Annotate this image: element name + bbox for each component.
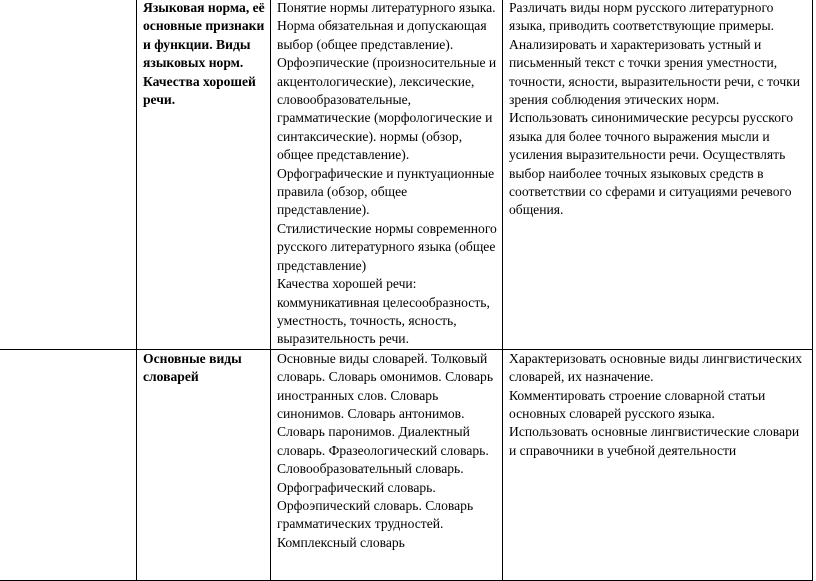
topic-text: Языковая норма, её основные признаки и функции. Виды языковых норм. Качества хорошей речи. bbox=[143, 0, 265, 108]
table-row bbox=[0, 349, 813, 580]
topic-text: Основные виды словарей bbox=[143, 350, 242, 385]
content-paragraph: Стилистические нормы современного русского литературного языка (общее представление) bbox=[277, 220, 497, 273]
topic-cell bbox=[137, 349, 271, 580]
content-cell bbox=[271, 349, 503, 580]
activities-cell bbox=[503, 349, 813, 580]
activities-cell bbox=[503, 0, 813, 349]
content-paragraph: Понятие нормы литературного языка. Норма обязательная и допускающая выбор (общее представление). bbox=[277, 0, 496, 52]
activity-paragraph: Использовать синонимические ресурсы русского языка для более точного выражения мысли и усиления выразительности речи. Осуществлять выбор наиболее точных языковых средств в соответствии со сферами и ситуациями речевого общения. bbox=[509, 110, 794, 218]
blank-cell bbox=[0, 349, 137, 580]
activity-paragraph: Использовать основные лингвистические словари и справочники в учебной деятельности bbox=[509, 424, 800, 458]
content-paragraph: Основные виды словарей. Толковый словарь. Словарь омонимов. Словарь иностранных слов. Словарь синонимов. Словарь антонимов. Словарь паронимов. Диалектный словарь. Фразеологический словарь. Словообразовательный словарь. Орфографический словарь. Орфоэпический словарь. Словарь грамматических трудностей. Комплексный словарь bbox=[277, 350, 494, 550]
activity-paragraph: Комментировать строение словарной статьи основных словарей русского языка. bbox=[509, 387, 766, 421]
blank-cell bbox=[0, 0, 137, 349]
topic-cell bbox=[137, 0, 271, 349]
activity-paragraph: Различать виды норм русского литературного языка, приводить соответствующие примеры. bbox=[509, 0, 775, 34]
activity-paragraph: Характеризовать основные виды лингвистических словарей, их назначение. bbox=[509, 350, 803, 385]
content-paragraph: Качества хорошей речи: коммуникативная целесообразность, уместность, точность, ясность, выразительность речи. bbox=[277, 276, 490, 347]
content-cell bbox=[271, 0, 503, 349]
content-paragraph: Орфоэпические (произносительные и акцентологические), лексические, словообразовательные, грамматические (морфологические и синтаксические). нормы (обзор, общее представление). Орфографические и пунктуационные правила (обзор, общее представление). bbox=[277, 55, 497, 218]
activity-paragraph: Анализировать и характеризовать устный и письменный текст с точки зрения уместности, точности, ясности, выразительности речи, с точки зрения соблюдения этических норм. bbox=[509, 36, 801, 108]
